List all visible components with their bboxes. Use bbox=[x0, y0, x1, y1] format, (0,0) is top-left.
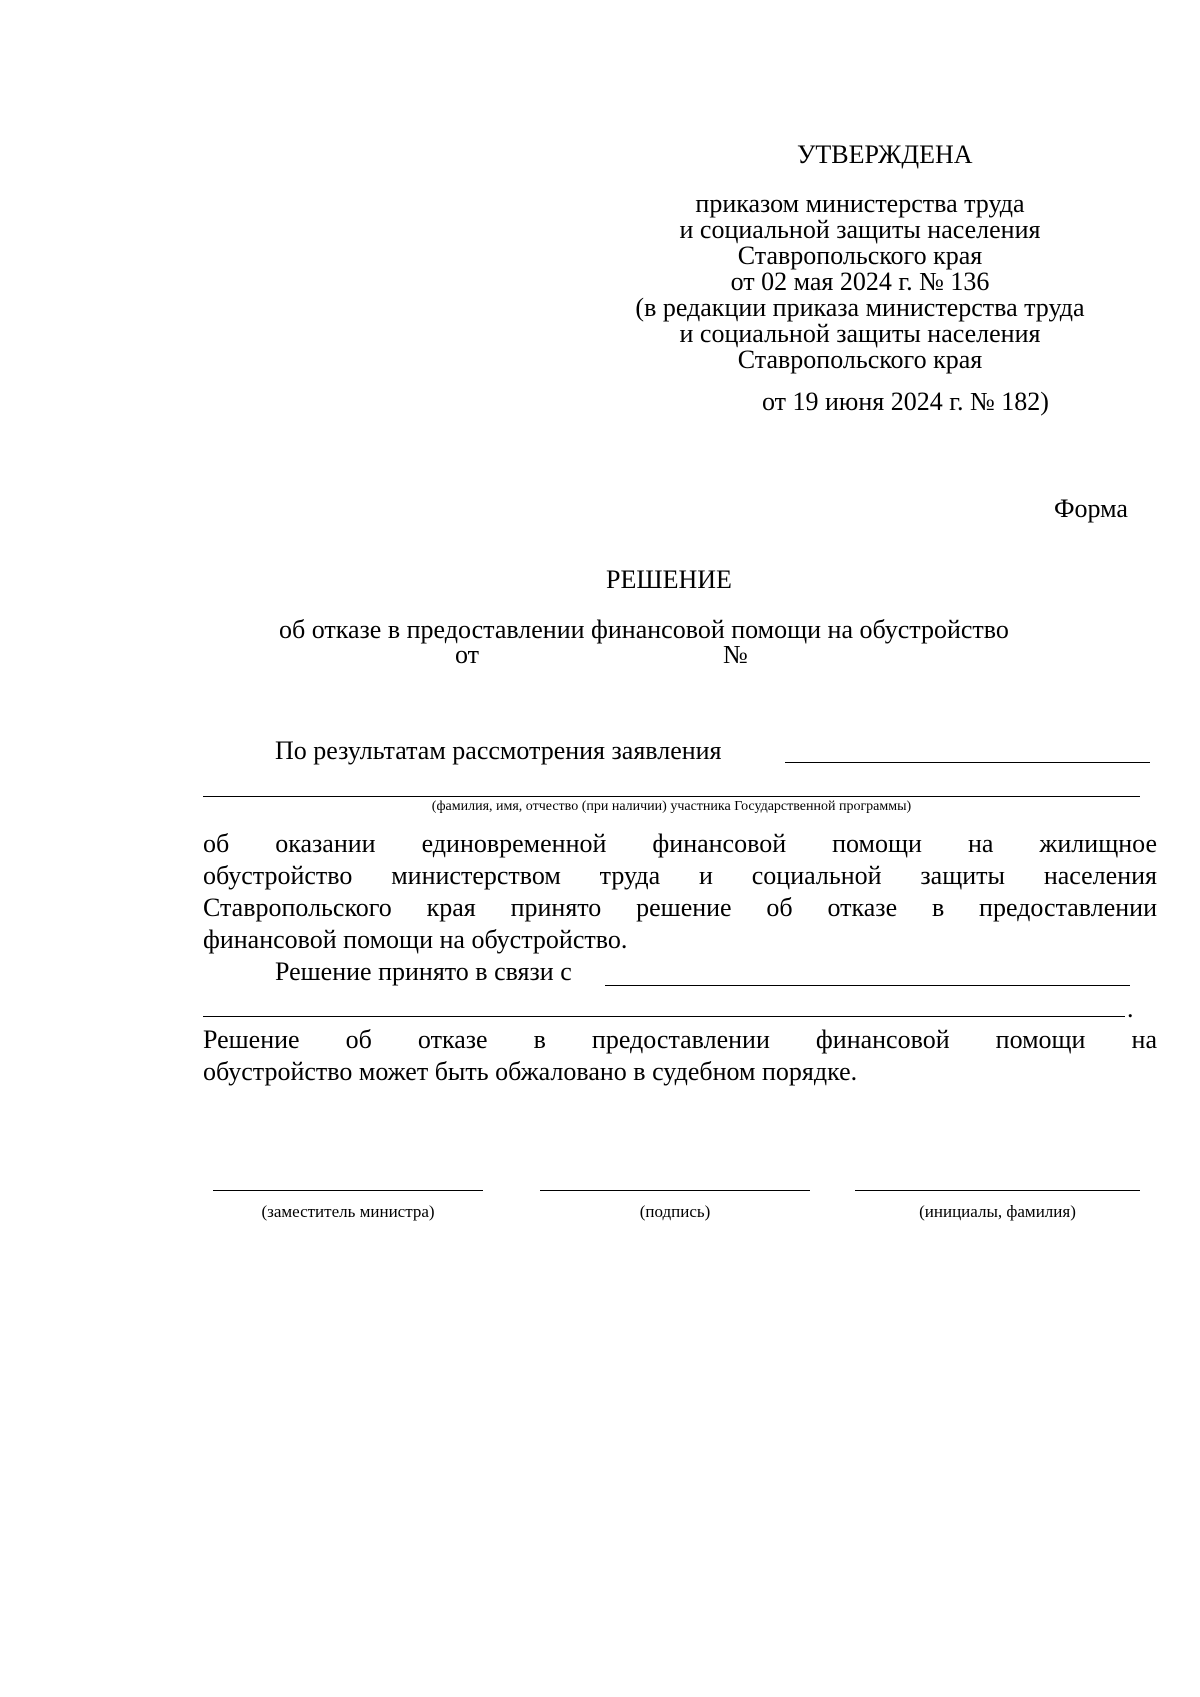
position-signature-line[interactable] bbox=[213, 1190, 483, 1191]
paragraph-line: финансовой помощи на обустройство. bbox=[203, 925, 628, 954]
decision-subtitle: об отказе в предоставлении финансовой помощи на обустройство bbox=[279, 615, 1009, 644]
decision-title: РЕШЕНИЕ bbox=[606, 565, 732, 594]
approval-line: Ставропольского края bbox=[737, 345, 983, 374]
reason-period: . bbox=[1127, 994, 1134, 1023]
decision-date-prefix: от bbox=[455, 640, 480, 669]
name-label: (инициалы, фамилия) bbox=[919, 1202, 1076, 1221]
approval-line: приказом министерства труда bbox=[695, 189, 1025, 218]
decision-number-sign: № bbox=[723, 640, 748, 669]
paragraph-line: Ставропольского края принято решение об отказе в предоставлении bbox=[203, 893, 1157, 922]
signature-label: (подпись) bbox=[639, 1202, 711, 1221]
paragraph-line: обустройство министерством труда и социальной защиты населения bbox=[203, 861, 1157, 890]
position-label: (заместитель министра) bbox=[261, 1202, 435, 1221]
form-label: Форма bbox=[1054, 494, 1128, 523]
approval-line: от 02 мая 2024 г. № 136 bbox=[730, 267, 990, 296]
approval-details bbox=[590, 191, 1130, 373]
signature-line[interactable] bbox=[540, 1190, 810, 1191]
approval-line: Ставропольского края bbox=[737, 241, 983, 270]
name-signature-line[interactable] bbox=[855, 1190, 1140, 1191]
appeal-line: обустройство может быть обжаловано в судебном порядке. bbox=[203, 1057, 858, 1086]
reason-field-cont[interactable] bbox=[203, 1016, 1125, 1017]
appeal-line: Решение об отказе в предоставлении финансовой помощи на bbox=[203, 1025, 1157, 1054]
applicant-name-field-cont[interactable] bbox=[203, 796, 1140, 797]
reason-field[interactable] bbox=[605, 985, 1130, 986]
paragraph-line: об оказании единовременной финансовой помощи на жилищное bbox=[203, 829, 1157, 858]
approval-revision-date: от 19 июня 2024 г. № 182) bbox=[762, 387, 1049, 416]
applicant-name-field[interactable] bbox=[785, 762, 1150, 763]
review-intro: По результатам рассмотрения заявления bbox=[275, 736, 722, 765]
approval-line: (в редакции приказа министерства труда bbox=[635, 293, 1085, 322]
reason-intro: Решение принято в связи с bbox=[275, 957, 572, 986]
approval-line: и социальной защиты населения bbox=[679, 319, 1041, 348]
applicant-caption: (фамилия, имя, отчество (при наличии) участника Государственной программы) bbox=[431, 799, 912, 814]
approval-title: УТВЕРЖДЕНА bbox=[797, 140, 973, 169]
approval-line: и социальной защиты населения bbox=[679, 215, 1041, 244]
